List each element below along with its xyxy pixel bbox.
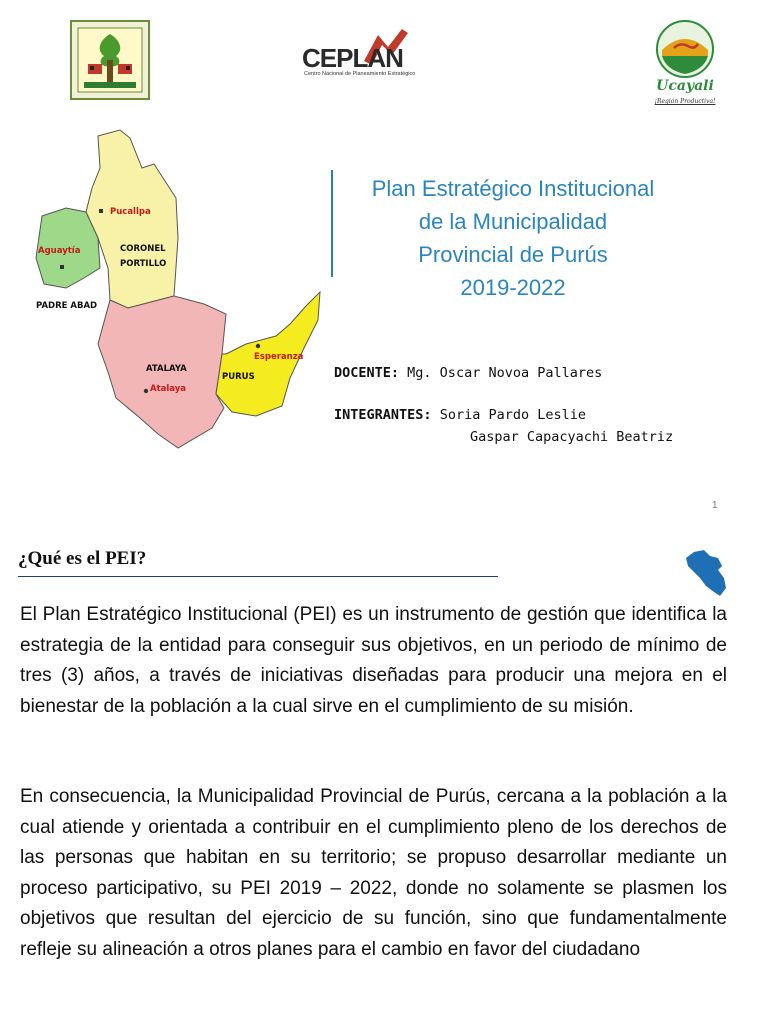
map-label-pucallpa: Pucallpa <box>110 207 151 217</box>
ceplan-subtitle: Centro Nacional de Planeamiento Estratégico <box>304 71 416 77</box>
ucayali-region-icon <box>654 18 716 80</box>
integrante-1: Soria Pardo Leslie <box>439 407 586 423</box>
page-number: 1 <box>712 500 718 511</box>
map-label-esperanza: Esperanza <box>254 352 304 362</box>
docente-name: Mg. Oscar Novoa Pallares <box>407 365 603 381</box>
title-line-1: Plan Estratégico Institucional <box>371 176 655 201</box>
map-label-coronel: CORONEL <box>120 244 166 254</box>
map-label-atalaya-region: ATALAYA <box>146 364 187 374</box>
ucayali-tagline: ¡Región Productiva! <box>654 98 716 105</box>
title-divider <box>331 170 333 277</box>
docente-label: DOCENTE: <box>334 365 400 381</box>
ucayali-provinces-map <box>28 128 328 468</box>
map-label-padre-abad: PADRE ABAD <box>36 301 98 311</box>
map-label-atalaya-city: Atalaya <box>150 384 187 394</box>
integrantes-label: INTEGRANTES: <box>334 407 432 423</box>
title-line-2: de la Municipalidad <box>418 209 608 234</box>
paragraph-pei-definition: El Plan Estratégico Institucional (PEI) es un instrumento de gestión que identifica la estrategia de la entidad para conseguir sus objetivos, en un periodo de mínimo de tres (3) años, a través de iniciativas diseñadas para producir una mejora en el bienestar de la población a la cual sirve en el cumplimiento de su misión. <box>20 604 727 717</box>
coronel-portillo-region <box>86 130 178 308</box>
peru-map-icon <box>684 548 730 600</box>
document-title <box>338 172 688 304</box>
section-heading: ¿Qué es el PEI? <box>18 548 147 569</box>
ceplan-logo <box>300 25 420 85</box>
title-line-3: Provincial de Purús <box>418 242 608 267</box>
paragraph-pei-purus: En consecuencia, la Municipalidad Provincial de Purús, cercana a la población a la cual atiende y orientada a contribuir en el cumplimiento pleno de los derechos de las personas que habitan en su territorio; se propuso desarrollar mediante un proceso participativo, su PEI 2019 – 2022, donde no solamente se plasmen los objetivos que resultan del ejercicio de su función, sino que fundamentalmente refleje su alineación a otros planes para el cambio en favor del ciudadano <box>20 786 727 960</box>
map-label-aguaytia: Aguaytía <box>38 246 81 256</box>
map-label-portillo: PORTILLO <box>120 259 167 269</box>
section-heading-underline <box>18 576 498 577</box>
ucayali-logo <box>650 18 720 113</box>
ucayali-wordmark: Ucayali <box>656 78 714 94</box>
integrante-2: Gaspar Capacyachi Beatriz <box>470 429 674 445</box>
municipal-seal-icon <box>70 20 150 100</box>
ceplan-wordmark: CEPLAN <box>302 43 403 73</box>
title-line-4: 2019-2022 <box>460 275 566 300</box>
map-label-purus: PURUS <box>222 372 255 382</box>
